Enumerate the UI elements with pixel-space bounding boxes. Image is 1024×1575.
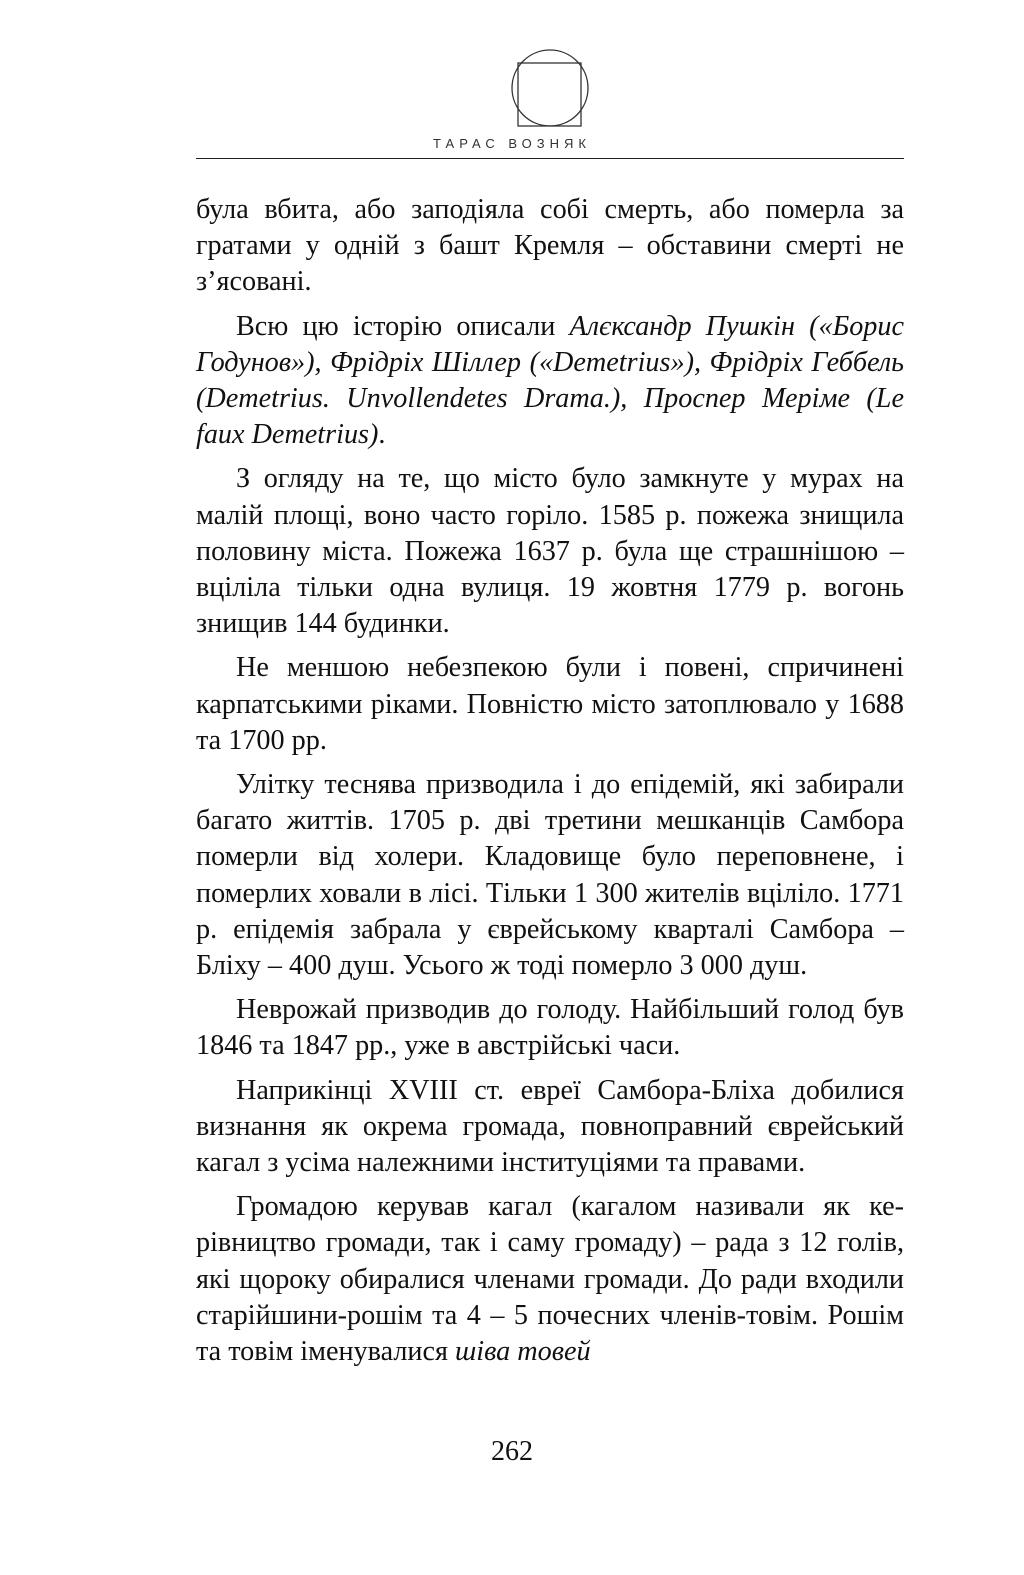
italic-term: шіва товей — [455, 1336, 591, 1368]
paragraph-7: Наприкінці XVIII ст. евреї Самбора-Бліха добилися визнання як окрема громада, повноправний єврейський кагал з усіма належними інституціями та правами. — [196, 1074, 904, 1179]
running-head-author: ТАРАС ВОЗНЯК — [433, 136, 591, 151]
paragraph-2: Всю цю історію описали Алєксандр Пушкін («Борис Годунов»), Фрідріх Шіллер («Demetrius»), Фрідріх Геббель (Demetrius. Unvollendetes Drama.), Проспер Меріме (Le faux Demetrius). — [196, 310, 904, 451]
header-rule — [196, 158, 904, 159]
circle-square-logo-icon — [506, 44, 594, 132]
page-number: 262 — [491, 1436, 533, 1467]
page-body-text — [196, 192, 904, 1378]
italic-works-list: Алєксандр Пушкін («Борис Годунов»), Фрідріх Шіллер («Demetrius»), Фрідріх Геббель (Demetrius. Unvollendetes Drama.), Проспер Меріме (Le faux Demetrius) — [196, 310, 904, 451]
paragraph-8: Громадою керував кагал (кагалом називали як керівництво громади, так і саму громаду) – рада з 12 голів, які щороку обиралися членами громади. До ради входили старійшини-рошім та 4 – 5 почесних членів-товім. Рошім та товім іменувалися шіва товей — [196, 1191, 904, 1368]
paragraph-3: З огляду на те, що місто було замкнуте у мурах на малій площі, воно часто горіло. 1585 р. пожежа знищила половину міста. Пожежа 1637 р. була ще страшнішою – вціліла тільки одна вулиця. 19 жовтня 1779 р. вогонь знищив 144 будинки. — [196, 463, 904, 640]
paragraph-4: Не меншою небезпекою були і повені, спричинені карпатськими ріками. Повністю місто затоплювало у 1688 та 1700 рр. — [196, 652, 904, 756]
paragraph-5: Улітку теснява призводила і до епідемій, які забирали багато життів. 1705 р. дві третини мешканців Самбора померли від холери. Кладовище було переповнене, і померлих ховали в лісі. Тільки 1 300 жителів вціліло. 1771 р. епідемія забрала у єврейському кварталі Самбора – Бліху – 400 душ. Усього ж тоді померло 3 000 душ. — [196, 769, 904, 982]
paragraph-6: Неврожай призводив до голоду. Найбільший голод був 1846 та 1847 рр., уже в австрійські часи. — [196, 994, 904, 1062]
paragraph-1: була вбита, або заподіяла собі смерть, або померла за гратами у одній з башт Кремля – обставини смерті не з’ясовані. — [196, 194, 904, 298]
